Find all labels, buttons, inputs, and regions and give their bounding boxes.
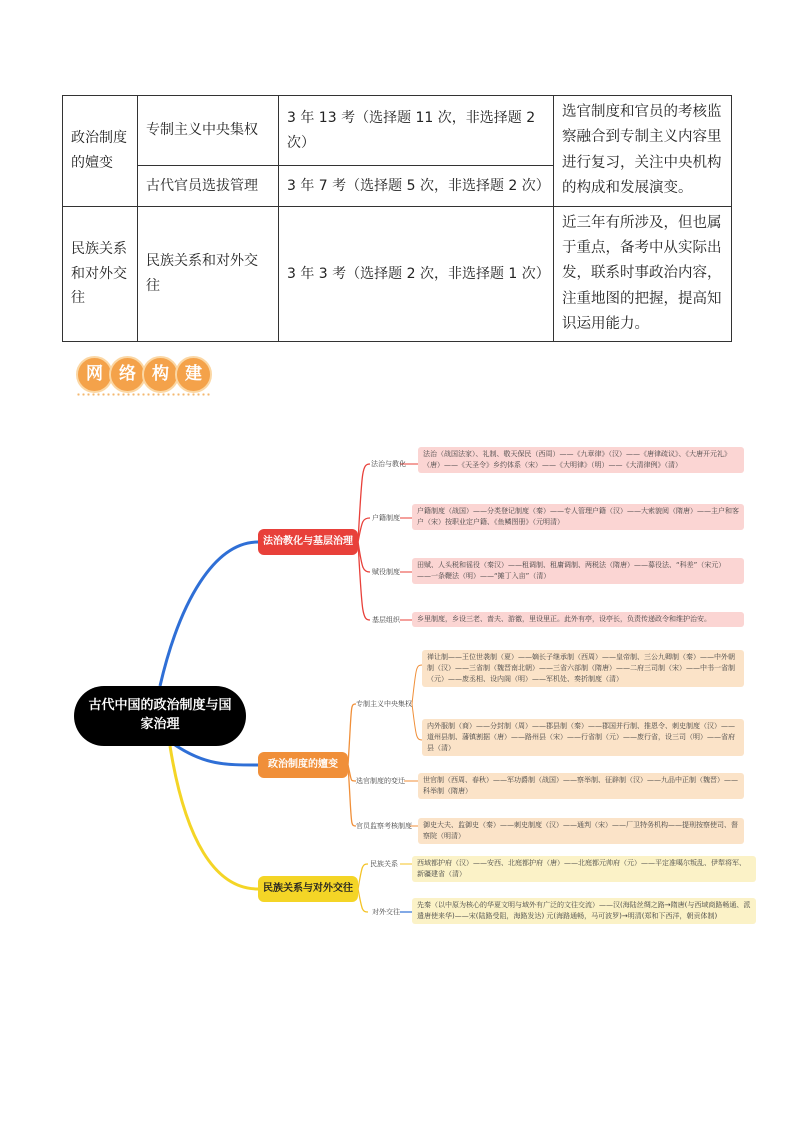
item-label: 户籍制度 [372,514,400,522]
item-label: 官员监察考核制度 [356,822,412,830]
item-label: 法治与教化 [371,460,406,468]
item-leaf: 禅让制——王位世袭制（夏）——嫡长子继承制（西周）——皇帝制、三公九卿制（秦）——中外朝制（汉）——三省制（魏晋南北朝）——三省六部制（隋唐）——二府三司制（宋）——中书一省制（元）——废丞相、设内阁（明）——军机处、奏折制度（清） [422,650,744,687]
item-leaf: 内外服制（商）——分封制（周）——郡县制（秦）——郡国并行制、推恩令、刺史制度（汉）——道州县制、藩镇割据（唐）——路州县（宋）——行省制（元）——废行省，设三司（明）——省府县（清） [422,719,744,756]
connector-root-branch2 [175,745,258,765]
connector-branch2-item [348,765,356,826]
item-leaf: 西域都护府（汉）——安西、北庭都护府（唐）——北庭都元帅府（元）——平定准噶尔叛乱、伊犁将军、新疆建省（清） [412,856,756,882]
advice-cell: 近三年有所涉及，但也属于重点，备考中从实际出发，联系时事政治内容，注重地图的把握，提高知识运用能力。 [554,206,732,342]
badge-char: 建 [175,356,212,393]
stats-cell: 3 年 13 考（选择题 11 次，非选择题 2 次） [279,96,554,166]
item-label: 专制主义中央集权 [356,700,412,708]
topic-cell: 民族关系和对外交往 [138,206,279,342]
item-leaf: 世官制（西周、春秋）——军功爵制（战国）——察举制、征辟制（汉）——九品中正制（魏晋）——科举制（隋唐） [418,773,744,799]
connector-leaf [412,665,422,704]
item-label: 基层组织 [372,616,400,624]
advice-cell: 选官制度和官员的考核监察融合到专制主义内容里进行复习，关注中央机构的构成和发展演变。 [554,96,732,207]
item-label: 民族关系 [370,860,398,868]
item-leaf: 御史大夫、监御史（秦）——刺史制度（汉）——通判（宋）——厂卫特务机构——提刑按察使司、督察院（明清） [418,818,744,844]
connector-branch3-item [358,864,368,889]
topic-cell: 古代官员选拔管理 [138,166,279,206]
item-label: 对外交往 [372,908,400,916]
item-label: 选官制度的变迁 [356,777,405,785]
stats-cell: 3 年 3 考（选择题 2 次，非选择题 1 次） [279,206,554,342]
mindmap-root: 古代中国的政治制度与国家治理 [74,686,246,746]
connector-root-branch3 [170,746,258,889]
connector-branch1-item [358,518,370,542]
theme-cell: 民族关系和对外交往 [63,206,138,342]
branch-ethnic-foreign: 民族关系与对外交往 [258,876,358,902]
item-leaf: 乡里制度，乡设三老、啬夫、游徼，里设里正。此外有亭，设亭长，负责传递政令和维护治安。 [412,612,744,627]
connector-branch3-item [358,889,368,912]
item-leaf: 先秦（以中原为核心的华夏文明与域外有广泛的文往交流）——汉(海陆丝绸之路→隋唐(与西域商路畅通、派遣唐使来华)——宋(陆路受阻，海路发达) 元(海路通畅，马可波罗)→明清(郑和下西洋，朝贡体制) [412,898,756,924]
item-label: 赋役制度 [372,568,400,576]
badge-char: 网 [76,356,113,393]
topic-cell: 专制主义中央集权 [138,96,279,166]
item-leaf: 法治（战国法家）、礼制、敬天保民（西周）——《九章律》（汉）——《唐律疏议》、《大唐开元礼》（唐）——《天圣令》乡约体系（宋）——《大明律》（明）——《大清律例》（清） [418,447,744,473]
connector-leaf [412,704,422,740]
badge-char: 构 [142,356,179,393]
theme-cell: 政治制度的嬗变 [63,96,138,207]
connector-branch2-item [348,704,356,765]
item-leaf: 户籍制度（战国）——分类登记制度（秦）——专人管理户籍（汉）——大索貌阅（隋唐）——主户和客户（宋）按职业定户籍、《鱼鳞图册》（元明清） [412,504,744,530]
branch-political-system: 政治制度的嬗变 [258,752,348,778]
connector-root-branch1 [160,542,258,686]
item-leaf: 田赋、人头税和徭役（秦汉）——租调制、租庸调制、两税法（隋唐）——募役法、“科差”（宋元）——一条鞭法（明）——“摊丁入亩”（清） [412,558,744,584]
badge-char: 络 [109,356,146,393]
branch-law-governance: 法治教化与基层治理 [258,529,358,555]
stats-cell: 3 年 7 考（选择题 5 次，非选择题 2 次） [279,166,554,206]
